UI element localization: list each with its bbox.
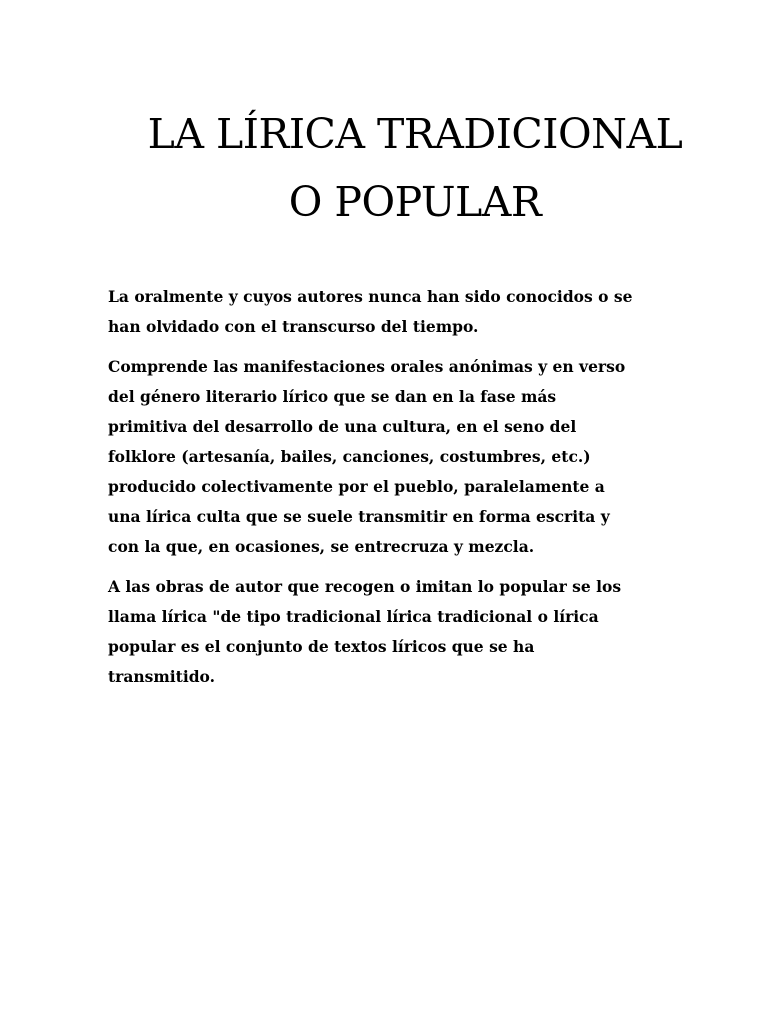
paragraph-line: llama lírica "de tipo tradicional lírica tradicional o lírica: [108, 607, 599, 626]
paragraph-line: A las obras de autor que recogen o imitan lo popular se los: [108, 577, 622, 596]
title-line-2: O POPULAR: [288, 178, 542, 226]
document-body: [108, 282, 668, 702]
paragraph-line: con la que, en ocasiones, se entrecruza y mezcla.: [108, 537, 535, 556]
paragraph-line: La oralmente y cuyos autores nunca han sido conocidos o se: [108, 287, 633, 306]
document-title: [60, 100, 768, 236]
title-line-1: LA LÍRICA TRADICIONAL: [147, 110, 683, 158]
paragraph-3: [108, 572, 668, 692]
paragraph-line: una lírica culta que se suele transmitir en forma escrita y: [108, 507, 610, 526]
paragraph-line: producido colectivamente por el pueblo, paralelamente a: [108, 477, 605, 496]
paragraph-line: del género literario lírico que se dan en la fase más: [108, 387, 557, 406]
paragraph-line: popular es el conjunto de textos líricos que se ha: [108, 637, 535, 656]
paragraph-line: primitiva del desarrollo de una cultura, en el seno del: [108, 417, 577, 436]
paragraph-line: folklore (artesanía, bailes, canciones, costumbres, etc.): [108, 447, 591, 466]
paragraph-1: [108, 282, 668, 342]
paragraph-2: [108, 352, 668, 562]
paragraph-line: transmitido.: [108, 667, 216, 686]
paragraph-line: han olvidado con el transcurso del tiempo.: [108, 317, 479, 336]
paragraph-line: Comprende las manifestaciones orales anónimas y en verso: [108, 357, 626, 376]
